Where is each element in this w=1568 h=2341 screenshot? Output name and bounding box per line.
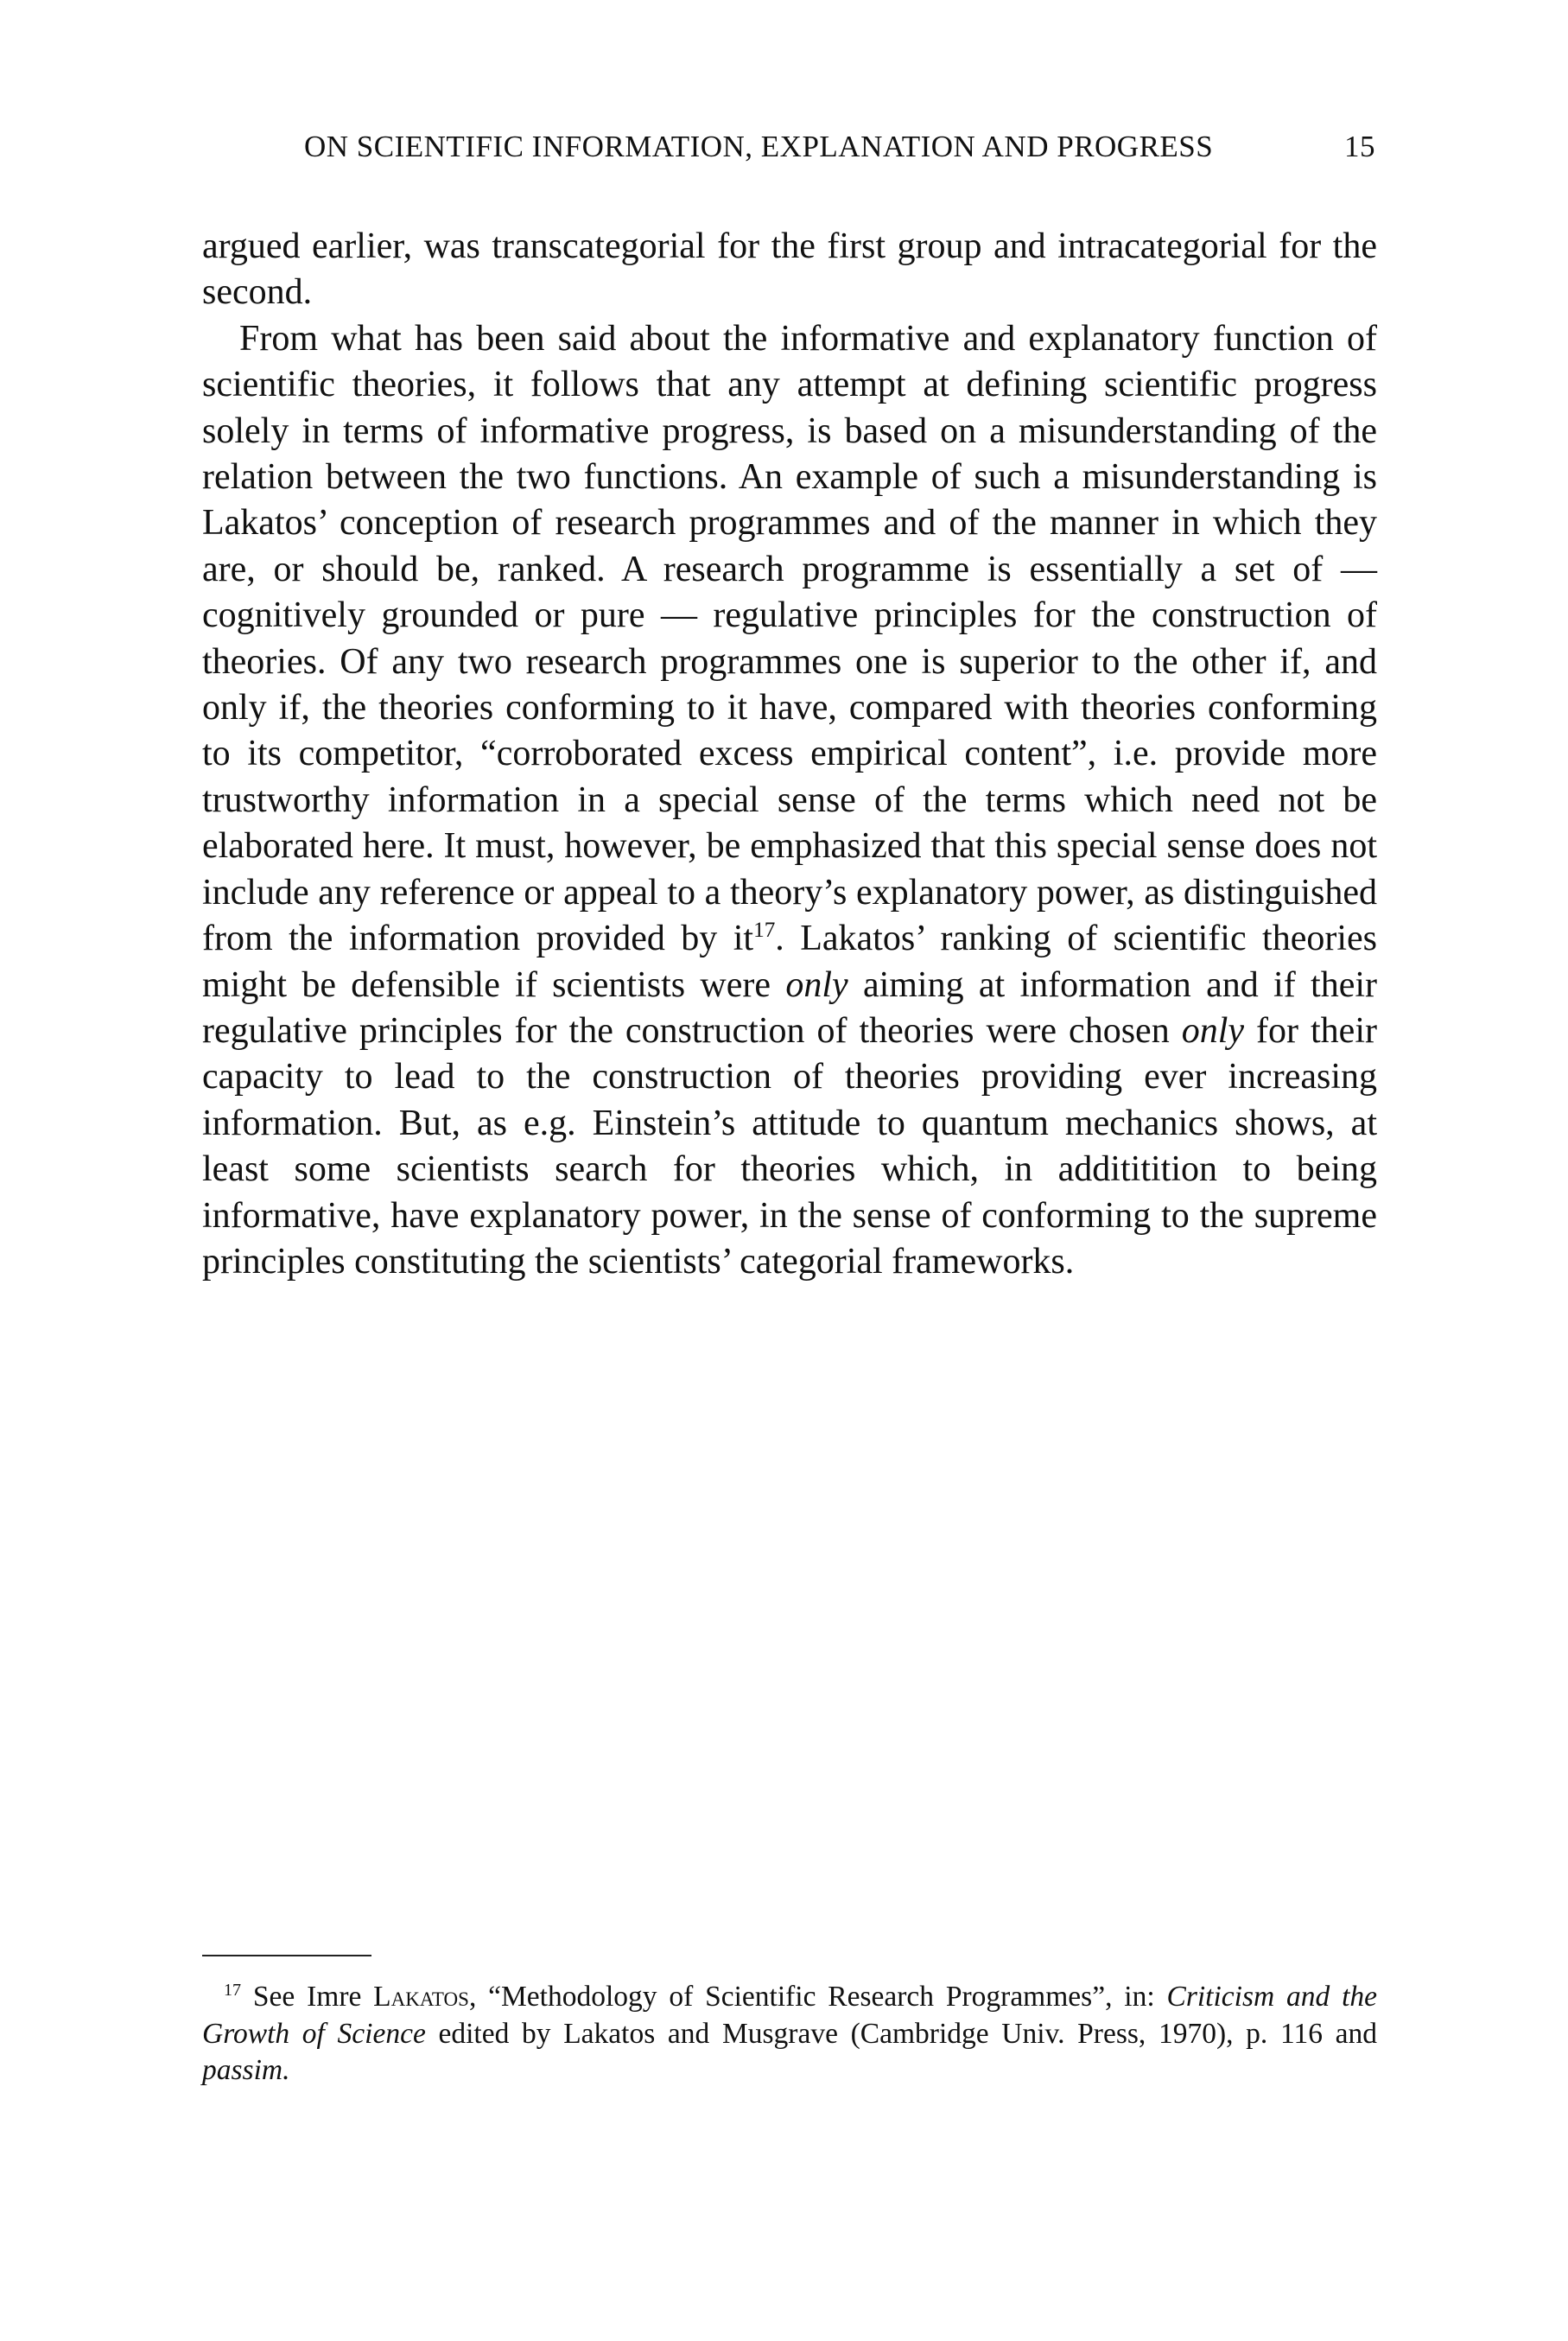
paragraph-main [202, 316, 1377, 1286]
footnote-divider [202, 1955, 371, 1956]
paragraph-text: for their capacity to lead to the construction of theories providing ever increasing information. But, as e.g. Einstein’s attitude to quantum mechanics shows, at least some scientists search for theories which, in addititition to being informative, have explanatory power, in the sense of conforming to the supreme principles constituting the scientists’ categorial frameworks. [202, 1010, 1377, 1282]
footnote [202, 1979, 1377, 2090]
footnote-text: See Imre [241, 1981, 374, 2013]
footnote-text: , “Methodology of Scientific Research Programmes”, in: [468, 1981, 1167, 2013]
running-title: ON SCIENTIFIC INFORMATION, EXPLANATION AND PROGRESS [304, 130, 1214, 163]
body-text [202, 224, 1377, 1285]
footnote-passim: passim. [202, 2054, 290, 2086]
paragraph-text: aiming at information and if their regulative principles for the construction of theories were chosen [202, 964, 1377, 1051]
emphasis-text: only [1181, 1010, 1245, 1051]
paragraph-text: From what has been said about the informative and explanatory function of scientific theories, it follows that any attempt at defining scientific progress solely in terms of informative progress, is based on a misunderstanding of the relation between the two functions. An example of such a misunderstanding is Lakatos’ conception of research programmes and of the manner in which they are, or should be, ranked. A research programme is essentially a set of — cognitively grounded or pure — regulative principles for the construction of theories. Of any two research programmes one is superior to the other if, and only if, the theories conforming to it have, compared with theories conforming to its competitor, “corroborated excess empirical content”, i.e. provide more trustworthy information in a special sense of the terms which need not be elaborated here. It must, however, be emphasized that this special sense does not include any reference or appeal to a theory’s explanatory power, as distinguished from the information provided by it [202, 318, 1377, 959]
paragraph-continued: argued earlier, was transcategorial for the first group and intracategorial for the second. [202, 226, 1377, 313]
footnote-author: Lakatos [373, 1981, 469, 2013]
footnote-number: 17 [224, 1980, 242, 2000]
footnote-reference: 17 [753, 919, 776, 943]
paragraph-text: . Lakatos’ ranking of scientific theories might be defensible if scientists were [202, 919, 1377, 1005]
footnote-text: edited by Lakatos and Musgrave (Cambridge Univ. Press, 1970), p. 116 and [425, 2017, 1377, 2050]
page-number: 15 [1344, 130, 1375, 163]
emphasis-text: only [785, 964, 848, 1005]
footnote-book-title: Criticism and the Growth of Science [202, 1981, 1377, 2050]
